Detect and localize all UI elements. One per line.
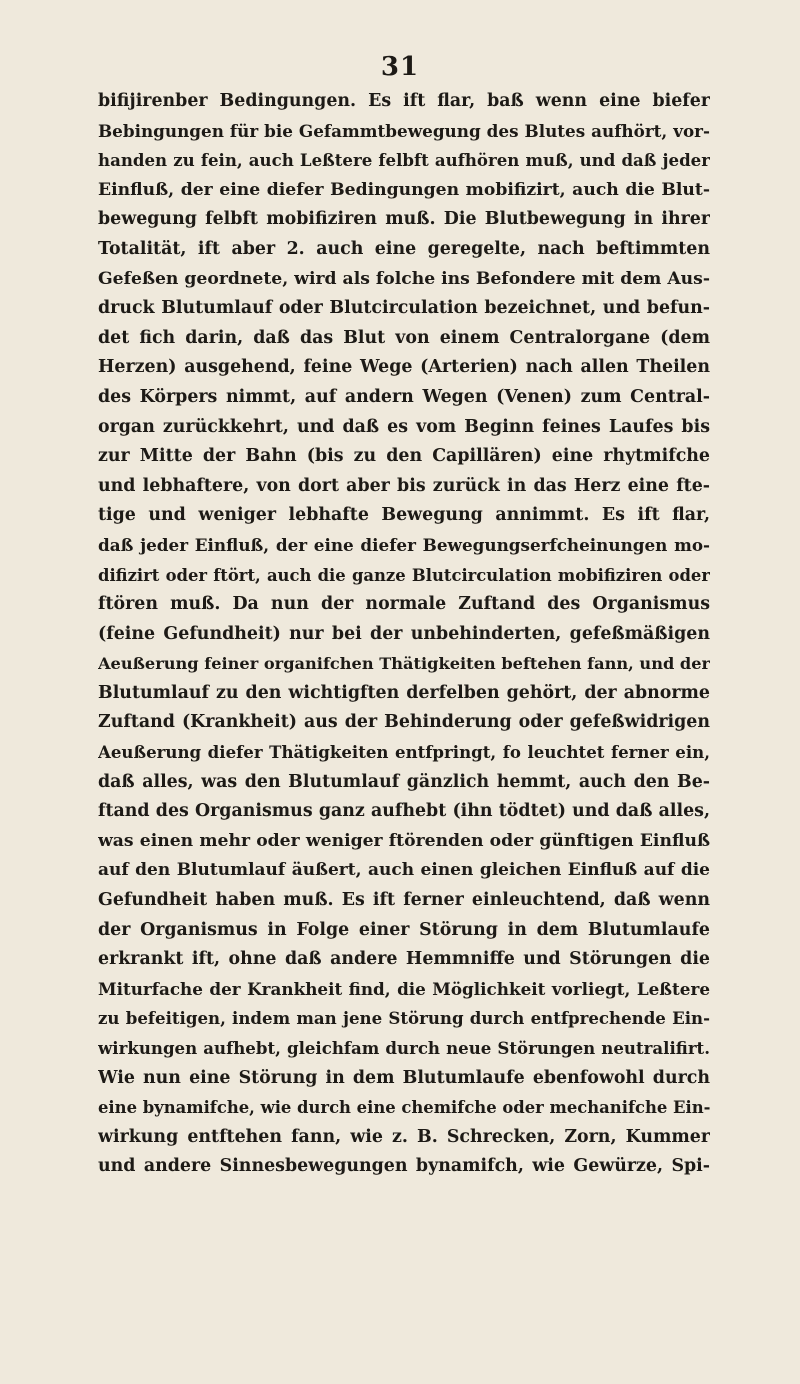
text-line: Miturfache der Krankheit find, die Möglichkeit vorliegt, Leßtere	[98, 978, 710, 999]
text-line: det fich darin, daß das Blut von einem Centralorgane (dem	[98, 327, 710, 348]
text-line: eine bynamifche, wie durch eine chemifche oder mechanifche Ein-	[98, 1098, 710, 1118]
text-line: Gefeßen geordnete, wird als folche ins Befondere mit dem Aus-	[98, 268, 710, 289]
text-line: Einfluß, der eine diefer Bedingungen mobifizirt, auch die Blut-	[98, 179, 710, 200]
text-line: wirkung entftehen fann, wie z. B. Schrecken, Zorn, Kummer	[98, 1126, 710, 1147]
text-line: (feine Gefundheit) nur bei der unbehinderten, gefeßmäßigen	[98, 623, 710, 644]
text-line: auf den Blutumlauf äußert, auch einen gleichen Einfluß auf die	[98, 860, 710, 881]
text-line: handen zu fein, auch Leßtere felbft aufhören muß, und daß jeder	[98, 150, 710, 171]
text-line: was einen mehr oder weniger ftörenden oder günftigen Einfluß	[98, 830, 710, 851]
text-line: Gefundheit haben muß. Es ift ferner einleuchtend, daß wenn	[98, 890, 710, 911]
text-line: organ zurückkehrt, und daß es vom Beginn feines Laufes bis	[98, 416, 710, 437]
text-line: bifijirenber Bedingungen. Es ift flar, baß wenn eine biefer	[98, 91, 710, 111]
text-line: des Körpers nimmt, auf andern Wegen (Venen) zum Central-	[98, 386, 710, 407]
text-line: zur Mitte der Bahn (bis zu den Capillären) eine rhytmifche	[98, 446, 710, 467]
text-line: daß jeder Einfluß, der eine diefer Bewegungserfcheinungen mo-	[98, 534, 710, 555]
text-line: wirkungen aufhebt, gleichfam durch neue Störungen neutralifirt.	[98, 1038, 710, 1058]
text-line: bewegung felbft mobifiziren muß. Die Blutbewegung in ihrer	[98, 209, 710, 230]
text-line: Blutumlauf zu den wichtigften derfelben gehört, der abnorme	[98, 682, 710, 703]
text-line: difizirt oder ftört, auch die ganze Blutcirculation mobifiziren oder	[98, 565, 710, 585]
text-line: zu befeitigen, indem man jene Störung durch entfprechende Ein-	[98, 1008, 710, 1029]
text-line: Aeußerung feiner organifchen Thätigkeiten beftehen fann, und der	[98, 654, 710, 674]
text-line: tige und weniger lebhafte Bewegung annimmt. Es ift flar,	[98, 505, 710, 526]
text-line: ftören muß. Da nun der normale Zuftand des Organismus	[98, 594, 710, 615]
text-line: Totalität, ift aber 2. auch eine geregelte, nach beftimmten	[98, 238, 710, 259]
text-line: und lebhaftere, von dort aber bis zurück in das Herz eine fte-	[98, 475, 710, 496]
text-line: Wie nun eine Störung in dem Blutumlaufe ebenfowohl durch	[98, 1067, 710, 1088]
body-text	[98, 87, 710, 1182]
text-line: Aeußerung diefer Thätigkeiten entfpringt, fo leuchtet ferner ein,	[98, 742, 710, 763]
text-line: Herzen) ausgehend, feine Wege (Arterien) nach allen Theilen	[98, 357, 710, 378]
text-line: Zuftand (Krankheit) aus der Behinderung oder gefeßwidrigen	[98, 712, 710, 733]
text-line: druck Blutumlauf oder Blutcirculation bezeichnet, und befun-	[98, 298, 710, 319]
text-line: und andere Sinnesbewegungen bynamifch, wie Gewürze, Spi-	[98, 1156, 710, 1177]
page-number: 31	[380, 52, 420, 82]
text-line: ftand des Organismus ganz aufhebt (ihn tödtet) und daß alles,	[98, 801, 710, 822]
text-line: erkrankt ift, ohne daß andere Hemmniffe und Störungen die	[98, 949, 710, 970]
text-line: Bebingungen für bie Gefammtbewegung des Blutes aufhört, vor-	[98, 120, 710, 141]
text-line: der Organismus in Folge einer Störung in dem Blutumlaufe	[98, 919, 710, 940]
text-line: daß alles, was den Blutumlauf gänzlich hemmt, auch den Be-	[98, 771, 710, 792]
